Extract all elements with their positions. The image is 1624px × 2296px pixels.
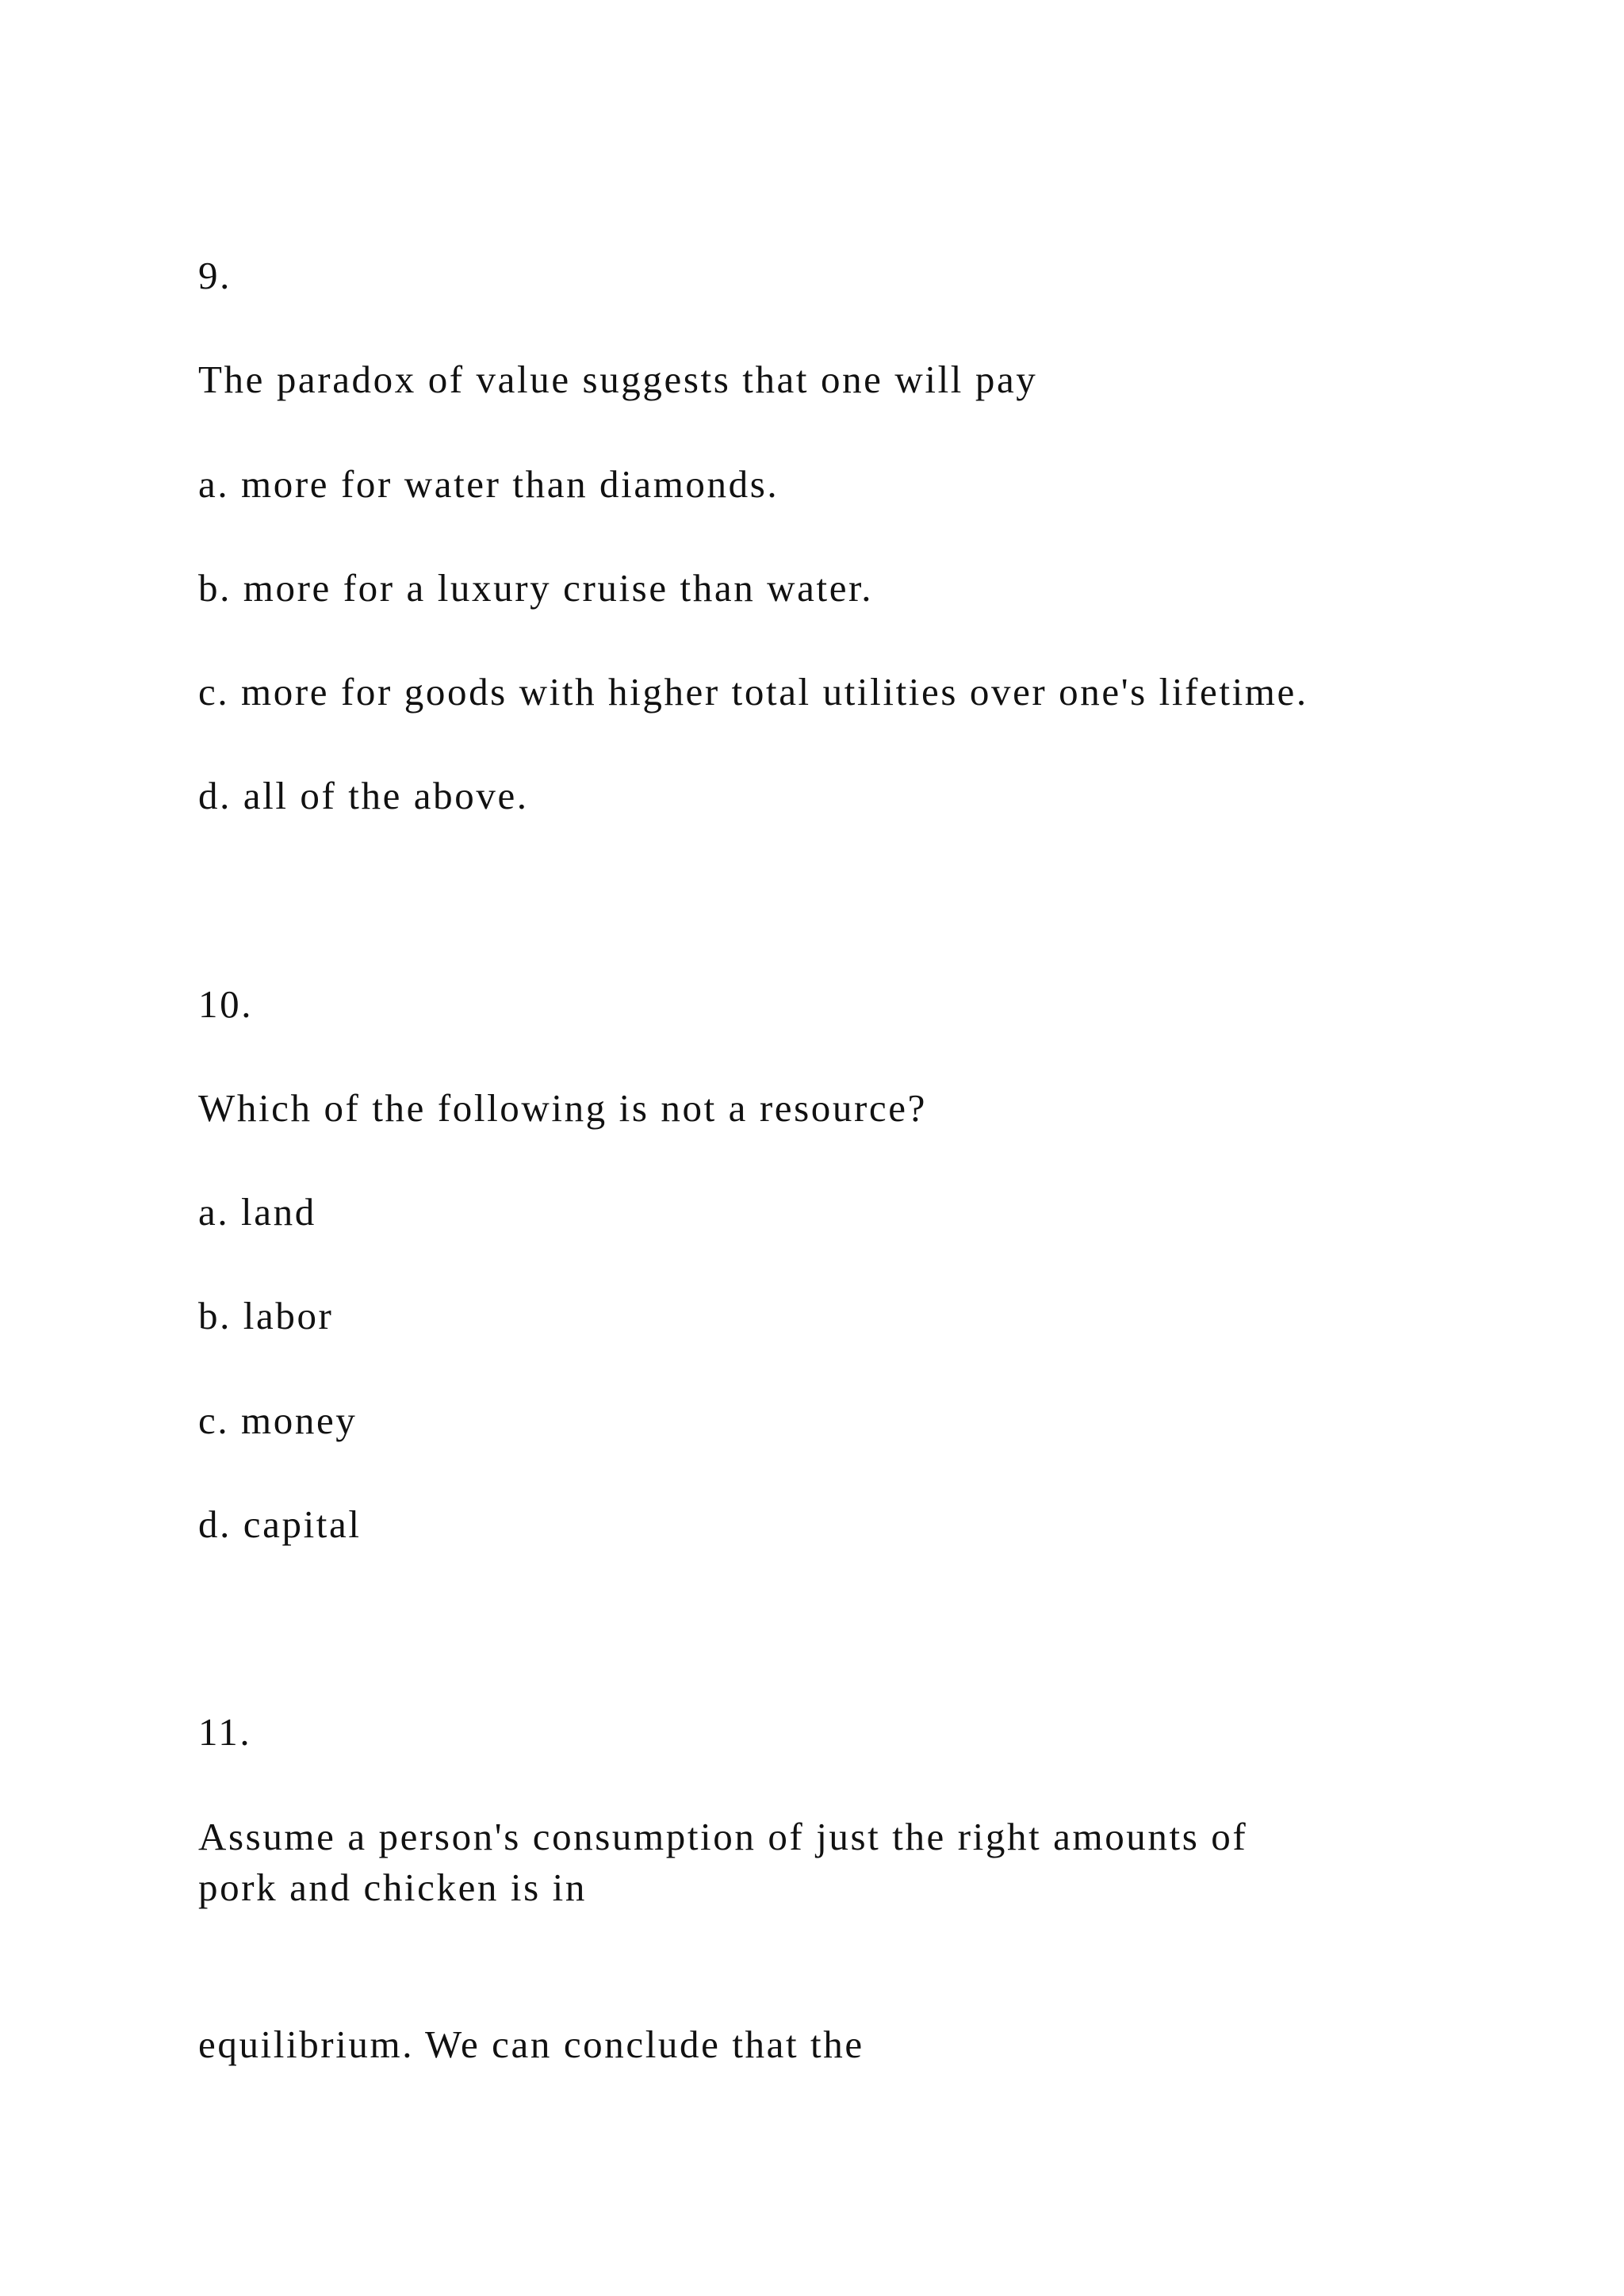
- question-10-prompt: Which of the following is not a resource?: [198, 1086, 927, 1130]
- question-10-option-c: c. money: [198, 1399, 358, 1442]
- question-9-number: 9.: [198, 254, 232, 297]
- question-10-option-a: a. land: [198, 1190, 316, 1234]
- question-9-option-a: a. more for water than diamonds.: [198, 462, 779, 506]
- question-10-option-d: d. capital: [198, 1502, 362, 1546]
- question-9-option-d: d. all of the above.: [198, 774, 529, 817]
- question-9-prompt: The paradox of value suggests that one will pay: [198, 358, 1038, 401]
- question-10-number: 10.: [198, 982, 254, 1026]
- question-11-prompt-line-3: equilibrium. We can conclude that the: [198, 2022, 864, 2066]
- question-11-number: 11.: [198, 1710, 252, 1754]
- question-11-prompt-line-2: pork and chicken is in: [198, 1866, 587, 1909]
- question-11-prompt-line-1: Assume a person's consumption of just the right amounts of: [198, 1815, 1248, 1858]
- question-10-option-b: b. labor: [198, 1294, 334, 1337]
- question-9-option-b: b. more for a luxury cruise than water.: [198, 566, 874, 610]
- question-9-option-c: c. more for goods with higher total utilities over one's lifetime.: [198, 670, 1308, 714]
